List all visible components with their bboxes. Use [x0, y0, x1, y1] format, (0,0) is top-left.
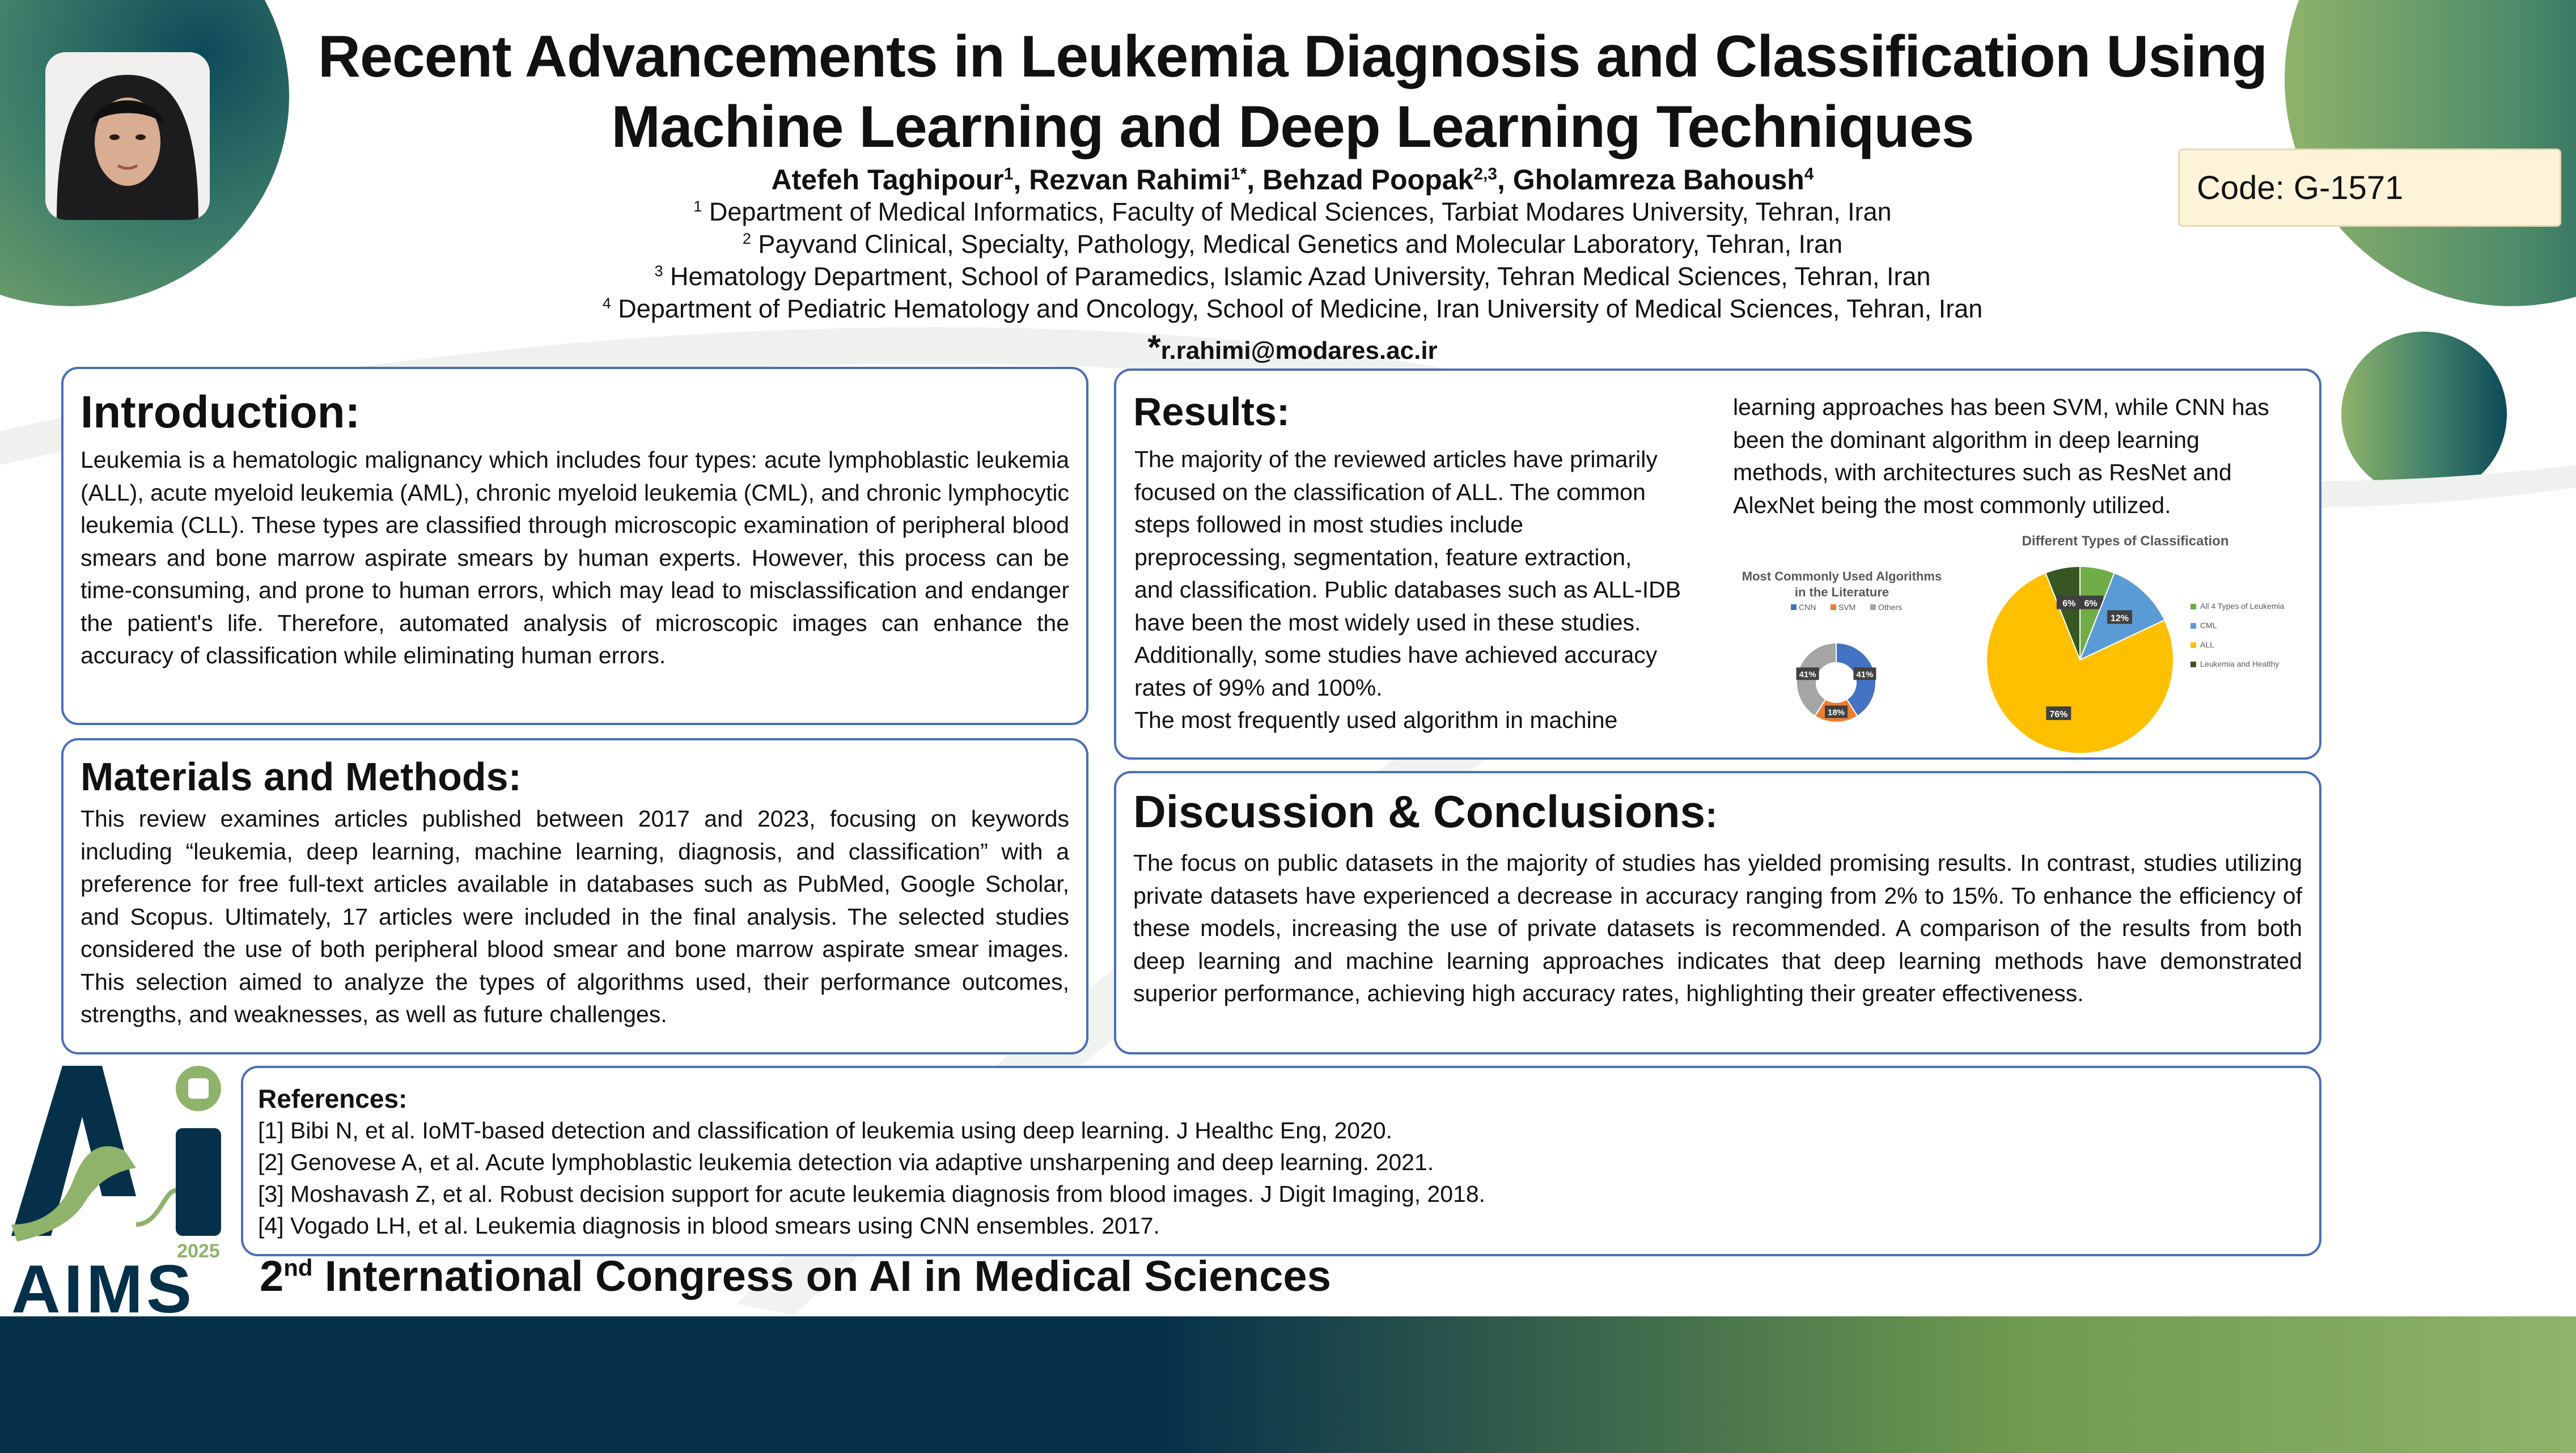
author-affil-mark: 2,3: [1473, 164, 1497, 184]
author-name: , Gholamreza Bahoush: [1497, 164, 1804, 196]
author-affil-mark: 1*: [1230, 164, 1247, 184]
donut-title-line-1: Most Commonly Used Algorithms: [1742, 569, 1942, 583]
affil-text: Hematology Department, School of Paramedics, Islamic Azad University, Tehran Medical Sciences, Tehran, Iran: [670, 262, 1931, 291]
references-heading: References:: [258, 1084, 408, 1113]
author-list: [397, 163, 2188, 196]
discussion-text: The focus on public datasets in the majority of studies has yielded promising results. In contrast, studies utilizing private datasets have experienced a decrease in accuracy ranging from 2% to 15%. To enhance the efficiency of these models, increasing the use of private datasets is recommended. A comparison of the results from both deep learning and machine learning approaches indicates that deep learning methods have demonstrated superior performance, achieving high accuracy rates, highlighting their greater effectiveness.: [1133, 850, 2302, 1006]
affil-num: 1: [693, 198, 702, 215]
donut-legend: [1791, 603, 1902, 612]
footer-bar: [0, 1316, 2576, 1453]
introduction-heading: Introduction:: [80, 387, 361, 437]
affil-text: Department of Pediatric Hematology and Oncology, School of Medicine, Iran University of Medical Sciences, Tehran, Iran: [618, 294, 1983, 323]
results-line: and classification. Public databases such as ALL-IDB: [1134, 577, 1681, 603]
discussion-panel: [1114, 771, 2321, 1054]
pie-legend-swatch: [2191, 662, 2196, 667]
affiliation-4: [397, 294, 2188, 324]
introduction-text: Leukemia is a hematologic malignancy which includes four types: acute lymphoblastic leukemia (ALL), acute myeloid leukemia (AML), chronic myeloid leukemia (CML), and chronic lymphocytic leukemia (CLL). These types are classified through microscopic examination of peripheral blood smears and bone marrow aspirate smears by human experts. However, this process can be time-consuming, and prone to human errors, which may lead to misclassification and endanger the patient's life. Therefore, automated analysis of microscopic images can enhance the accuracy of classification while eliminating human errors.: [80, 447, 1069, 668]
affiliation-3: [397, 262, 2188, 291]
email-text: r.rahimi@modares.ac.ir: [1160, 337, 1438, 365]
discussion-heading: [1133, 786, 2302, 838]
affiliation-2: [397, 230, 2188, 259]
congress-name: International Congress on AI in Medical Sciences: [312, 1252, 1331, 1301]
affil-num: 3: [654, 262, 663, 279]
results-panel: [1114, 368, 2321, 760]
corresponding-email: [397, 328, 2188, 367]
donut-legend-swatch: [1791, 604, 1797, 610]
results-line: AlexNet being the most commonly utilized.: [1733, 492, 2171, 518]
donut-legend-swatch: [1831, 604, 1836, 610]
donut-legend-label: CNN: [1799, 603, 1816, 612]
results-line: have been the most widely used in these studies.: [1134, 609, 1641, 636]
donut-legend-swatch: [1870, 604, 1876, 610]
donut-legend-label: SVM: [1838, 603, 1856, 612]
donut-legend-label: Others: [1878, 603, 1903, 612]
author-name: , Behzad Poopak: [1247, 164, 1474, 196]
pie-data-label: 6%: [2084, 599, 2098, 609]
title-line-1: Recent Advancements in Leukemia Diagnosis and Classification Using: [317, 24, 2268, 90]
affiliation-1: [397, 197, 2188, 227]
pie-legend-swatch: [2191, 623, 2196, 629]
aims-logo: [6, 1054, 232, 1315]
author-name: , Rezvan Rahimi: [1013, 164, 1231, 196]
discussion-heading-text: Discussion & Conclusions: [1133, 786, 1706, 837]
pie-data-label: 76%: [2049, 710, 2068, 720]
pie-legend-label: All 4 Types of Leukemia: [2200, 601, 2285, 611]
results-line: The majority of the reviewed articles have primarily: [1134, 446, 1658, 472]
algorithms-donut-chart: [1723, 564, 1961, 756]
email-star: *: [1147, 328, 1161, 366]
logo-text: AIMS: [11, 1251, 195, 1315]
references-panel: [241, 1066, 2321, 1256]
results-line: preprocessing, segmentation, feature extraction,: [1134, 544, 1632, 570]
pie-legend-label: Leukemia and Healthy: [2200, 659, 2280, 668]
results-text-right: [1733, 391, 2317, 522]
discussion-heading-colon: :: [1705, 794, 1718, 835]
methods-heading: Materials and Methods:: [80, 755, 522, 799]
pie-legend-label: CML: [2200, 621, 2217, 630]
congress-title: [260, 1252, 1331, 1301]
pie-title: Different Types of Classification: [2022, 533, 2229, 549]
results-line: methods, with architectures such as ResNet and: [1733, 459, 2232, 485]
results-line: steps followed in most studies include: [1134, 511, 1523, 537]
affil-num: 2: [742, 230, 751, 247]
methods-panel: [61, 738, 1088, 1054]
logo-year: 2025: [177, 1240, 220, 1262]
results-text-left: [1134, 443, 1701, 737]
reference-item: [1] Bibi N, et al. IoMT-based detection and classification of leukemia using deep learning. J Healthc Eng, 2020.: [258, 1117, 1393, 1143]
author-name: Atefeh Taghipour: [771, 164, 1004, 196]
results-line: learning approaches has been SVM, while CNN has: [1733, 394, 2269, 420]
pie-legend-swatch: [2191, 642, 2196, 648]
results-line: rates of 99% and 100%.: [1134, 674, 1383, 701]
results-heading: Results:: [1133, 389, 1290, 434]
congress-ordinal: nd: [283, 1254, 313, 1281]
donut-data-label: 18%: [1827, 708, 1845, 718]
results-line: been the dominant algorithm in deep learning: [1733, 426, 2200, 453]
title-line-2: Machine Learning and Deep Learning Techniques: [611, 94, 1974, 160]
pie-legend: [2191, 601, 2285, 668]
poster-title: [306, 22, 2279, 162]
reference-item: [3] Moshavash Z, et al. Robust decision support for acute leukemia diagnosis from blood images. J Digit Imaging, 2018.: [258, 1181, 1486, 1207]
affil-text: Department of Medical Informatics, Faculty of Medical Sciences, Tarbiat Modares University, Tehran, Iran: [709, 197, 1892, 226]
poster-code-box: [2178, 149, 2561, 227]
author-photo: [45, 52, 210, 220]
reference-item: [2] Genovese A, et al. Acute lymphoblastic leukemia detection via adaptive unsharpening and deep learning. 2021.: [258, 1149, 1434, 1175]
pie-slices: [1986, 566, 2174, 753]
results-line: focused on the classification of ALL. The common: [1134, 478, 1646, 505]
results-line: Additionally, some studies have achieved accuracy: [1134, 642, 1658, 668]
introduction-panel: [61, 367, 1088, 725]
classification-pie-chart: [1955, 529, 2318, 756]
pie-data-label: 6%: [2062, 599, 2076, 609]
reference-item: [4] Vogado LH, et al. Leukemia diagnosis in blood smears using CNN ensembles. 2017.: [258, 1213, 1160, 1239]
pie-legend-swatch: [2191, 604, 2196, 609]
pie-data-label: 12%: [2111, 613, 2129, 624]
donut-title-line-2: in the Literature: [1794, 585, 1889, 599]
donut-data-label: 41%: [1799, 670, 1816, 680]
congress-number: 2: [260, 1252, 284, 1301]
pie-legend-label: ALL: [2200, 640, 2214, 649]
methods-text: This review examines articles published between 2017 and 2023, focusing on keywords including “leukemia, deep learning, machine learning, diagnosis, and classification” with a preference for free full-text articles available in databases such as PubMed, Google Scholar, and Scopus. Ultimately, 17 articles were included in the final analysis. The selected studies considered the use of both peripheral blood smear and bone marrow aspirate smear images. This selection aimed to analyze the types of algorithms used, their performance outcomes, strengths, and weaknesses, as well as future challenges.: [80, 806, 1069, 1027]
author-affil-mark: 1: [1003, 164, 1014, 184]
affil-num: 4: [602, 295, 611, 312]
poster-code: Code: G-1571: [2197, 169, 2404, 206]
donut-slices: [1797, 643, 1876, 722]
donut-data-label: 41%: [1856, 670, 1874, 680]
author-affil-mark: 4: [1804, 164, 1814, 184]
results-line: The most frequently used algorithm in machine: [1134, 707, 1618, 733]
affil-text: Payvand Clinical, Specialty, Pathology, Medical Genetics and Molecular Laboratory, Tehran, Iran: [758, 230, 1843, 259]
